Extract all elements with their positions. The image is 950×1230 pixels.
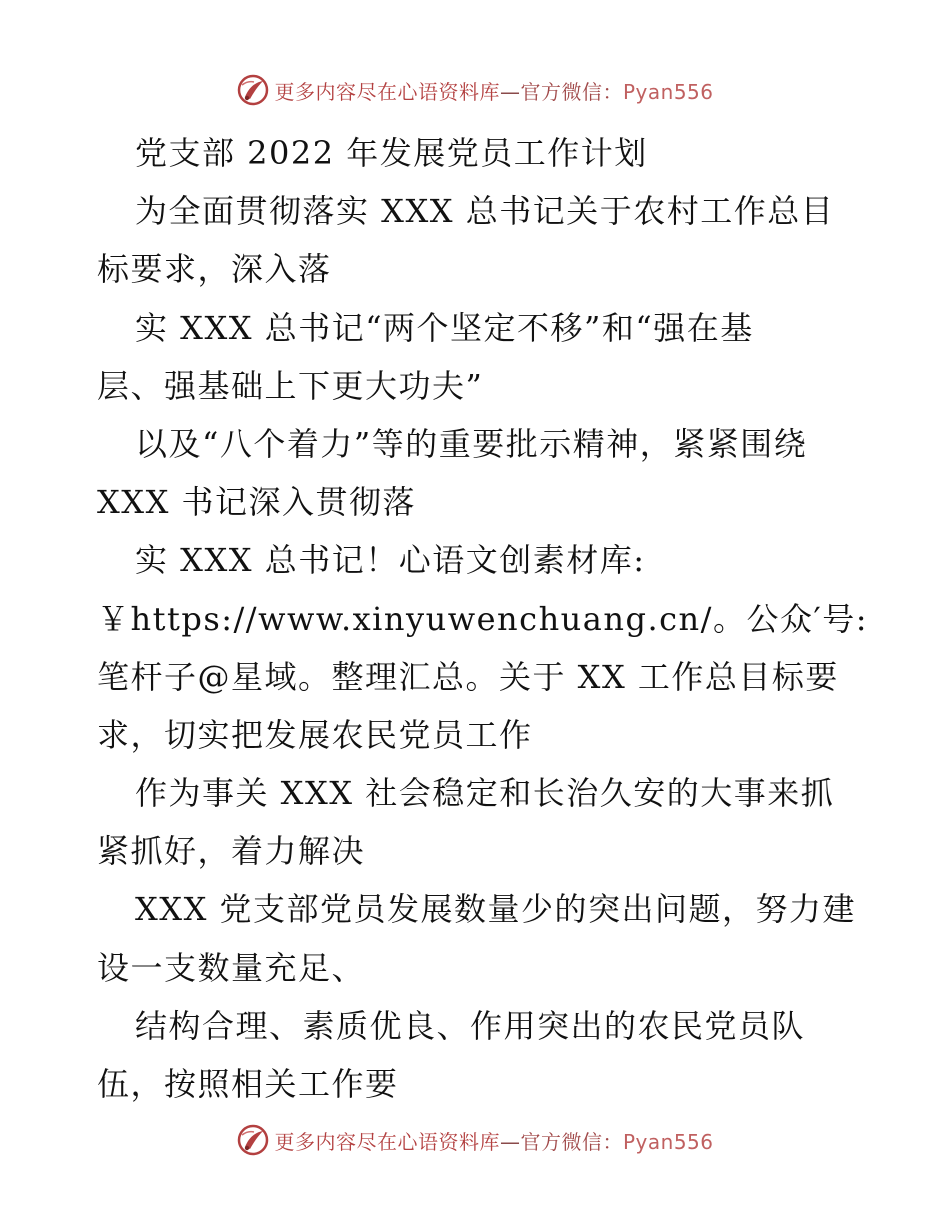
- document-body: [97, 124, 868, 1113]
- paragraph-line: 层、强基础上下更大功夫”: [97, 366, 484, 405]
- paragraph-line: 笔杆子@星域。整理汇总。关于 XX 工作总目标要: [97, 657, 839, 696]
- paragraph-line: XXX 书记深入贯彻落: [97, 483, 417, 522]
- paragraph-line: 设一支数量充足、: [97, 948, 366, 987]
- paragraph-line: ￥https://www.xinyuwenchuang.cn/。公众′号:: [97, 599, 868, 638]
- paragraph-line: 作为事关 XXX 社会稳定和长治久安的大事来抓: [135, 774, 835, 813]
- banner-separator: —: [499, 1129, 521, 1154]
- paragraph-line: 标要求，深入落: [97, 250, 332, 289]
- paragraph-line: 以及“八个着力”等的重要批示精神，紧紧围绕: [135, 424, 808, 463]
- banner-separator: —: [499, 79, 521, 104]
- header-banner-text: [274, 76, 713, 105]
- paragraph-line: XXX 党支部党员发展数量少的突出问题，努力建: [135, 890, 857, 929]
- paragraph-line: 伍，按照相关工作要: [97, 1065, 399, 1103]
- paragraph-line: 实 XXX 总书记“两个坚定不移”和“强在基: [135, 308, 754, 347]
- footer-watermark-banner: [0, 1118, 950, 1162]
- calligraphy-brush-logo-icon: [236, 1123, 270, 1157]
- paragraph-line: 实 XXX 总书记！心语文创素材库:: [135, 541, 646, 580]
- promo-text: 更多内容尽在心语资料库: [274, 79, 500, 104]
- wechat-label: 官方微信：: [520, 79, 623, 104]
- paragraph-line: 求，切实把发展农民党员工作: [97, 715, 533, 754]
- paragraph-line: 为全面贯彻落实 XXX 总书记关于农村工作总目: [135, 192, 835, 231]
- wechat-account: Pyan556: [622, 1129, 714, 1154]
- header-watermark-banner: [0, 68, 950, 112]
- paragraph-line: 紧抓好，着力解决: [97, 832, 366, 871]
- promo-text: 更多内容尽在心语资料库: [274, 1129, 500, 1154]
- wechat-label: 官方微信：: [520, 1129, 623, 1154]
- calligraphy-brush-logo-icon: [236, 73, 270, 107]
- document-title: 党支部 2022 年发展党员工作计划: [135, 134, 648, 172]
- footer-banner-text: [274, 1126, 713, 1155]
- paragraph-line: 结构合理、素质优良、作用突出的农民党员队: [135, 1006, 806, 1045]
- wechat-account: Pyan556: [622, 79, 714, 104]
